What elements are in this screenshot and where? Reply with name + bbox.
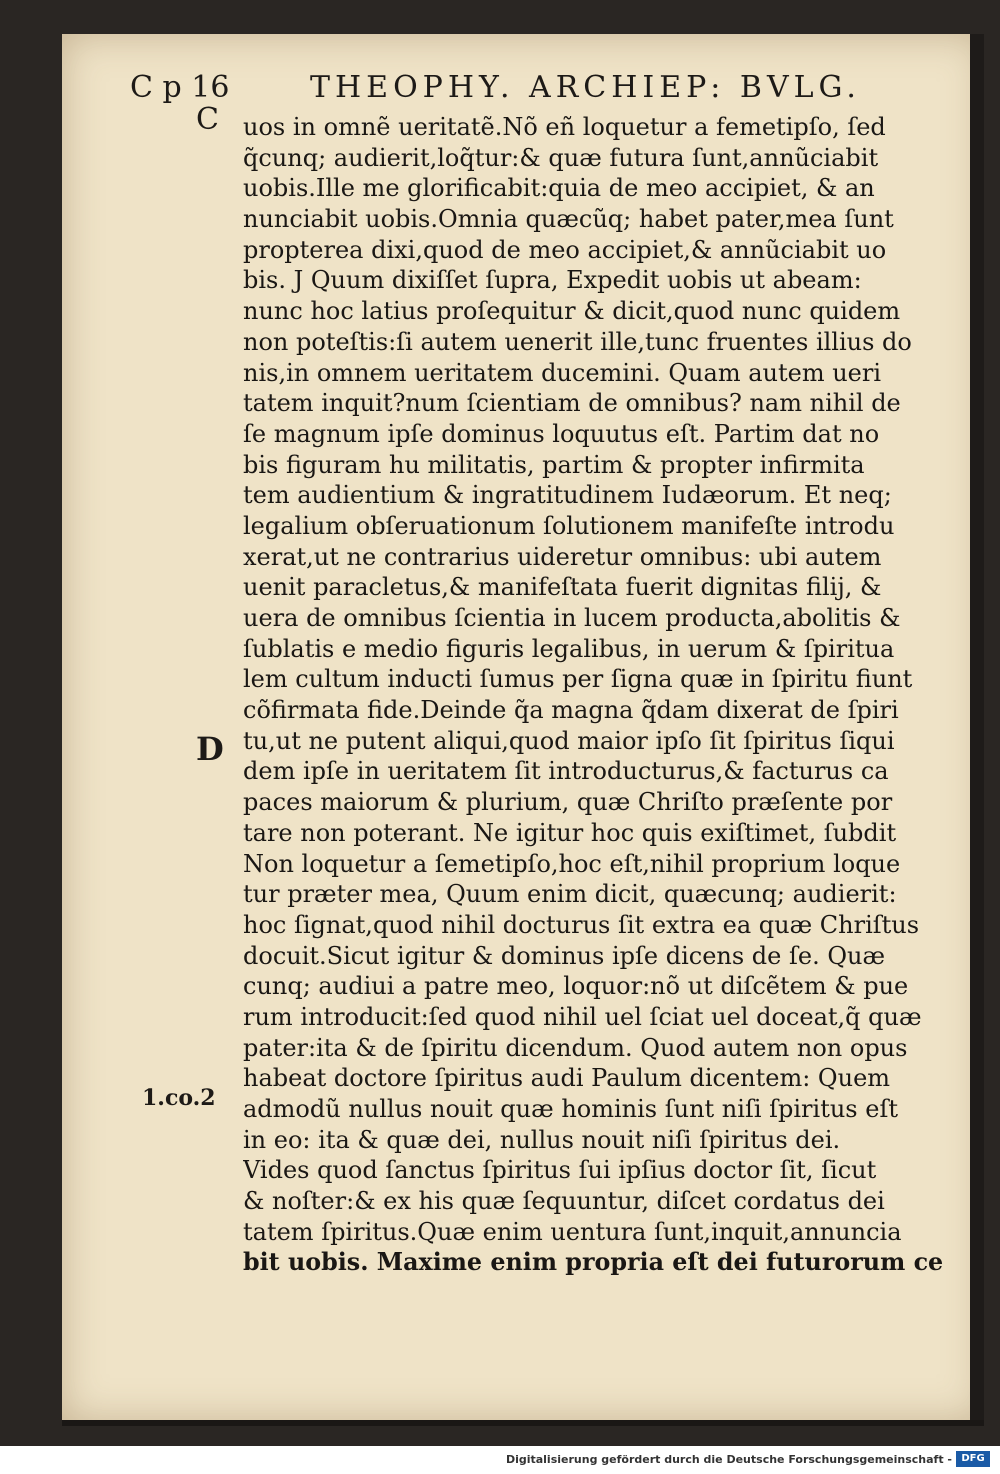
text-line: Non loquetur a ſemetipſo,hoc eſt,nihil proprium loque — [243, 849, 901, 878]
text-line: nunc hoc latius proſequitur & dicit,quod nunc quidem — [243, 297, 901, 326]
text-line: habeat doctore ſpiritus audi Paulum dicentem: Quem — [243, 1064, 891, 1093]
text-line: tatem inquit?num ſcientiam de omnibus? nam nihil de — [243, 389, 901, 418]
text-line: bit uobis. Maxime enim propria eſt dei futurorum ce — [243, 1247, 943, 1277]
text-line: in eo: ita & quæ dei, nullus nouit niſi ſpiritus dei. — [243, 1125, 841, 1154]
text-line: uobis.Ille me glorificabit:quia de meo accipiet, & an — [243, 174, 875, 203]
text-line: tare non poterant. Ne igitur hoc quis exiſtimet, ſubdit — [243, 818, 897, 847]
signature-mark: C p 16 — [130, 70, 230, 105]
footer — [0, 1446, 1000, 1474]
text-line: uos in omnẽ ueritatẽ.Nõ eñ loquetur a femetipſo, ſed — [243, 113, 886, 141]
text-line: cõfirmata fide.Deinde q̃a magna q̃dam dixerat de ſpiri — [243, 696, 899, 725]
margin-reference: 1.co.2 — [142, 1085, 216, 1111]
text-line: pater:ita & de ſpiritu dicendum. Quod autem non opus — [243, 1033, 908, 1062]
text-line: rum introducit:ſed quod nihil uel ſciat uel doceat,q̃ quæ — [243, 1002, 922, 1031]
text-line: docuit.Sicut igitur & dominus ipſe dicens de ſe. Quæ — [243, 941, 886, 970]
funding-notice: Digitalisierung gefördert durch die Deutsche Forschungsgemeinschaft - — [505, 1453, 952, 1466]
margin-section-c: C — [196, 102, 219, 137]
text-line: & noſter:& ex his quæ ſequuntur, diſcet cordatus dei — [243, 1187, 885, 1216]
page-title: THEOPHY. ARCHIEP: BVLG. — [310, 70, 861, 105]
text-line: tu,ut ne putent aliqui,quod maior ipſo ſit ſpiritus ſiqui — [243, 726, 895, 755]
text-line: nunciabit uobis.Omnia quæcũq; habet pater,mea ſunt — [243, 205, 894, 234]
text-line: tatem ſpiritus.Quæ enim uentura ſunt,inquit,annuncia — [243, 1217, 902, 1246]
text-line: q̃cunq; audierit,loq̃tur:& quæ futura ſunt,annũciabit — [243, 143, 879, 172]
text-line: nis,in omnem ueritatem ducemini. Quam autem ueri — [243, 358, 882, 387]
text-line: admodũ nullus nouit quæ hominis ſunt niſi ſpiritus eſt — [243, 1095, 898, 1123]
text-line: ſe magnum ipſe dominus loquutus eſt. Partim dat no — [243, 419, 880, 448]
text-line: uenit paracletus,& manifeſtata fuerit dignitas filij, & — [243, 573, 882, 602]
body-text — [243, 112, 943, 1278]
text-line: uera de omnibus ſcientia in lucem producta,abolitis & — [243, 604, 901, 632]
page-bottom-edge — [62, 1420, 984, 1426]
text-line: tem audientium & ingratitudinem Iudæorum. Et neq; — [243, 481, 892, 510]
text-line: bis figuram hu militatis, partim & propter infirmita — [243, 450, 865, 479]
text-line: ſublatis e medio figuris legalibus, in uerum & ſpiritua — [243, 634, 895, 663]
text-line: hoc ſignat,quod nihil docturus ſit extra ea quæ Chriſtus — [243, 910, 920, 939]
text-line: bis. J Quum dixiſſet ſupra, Expedit uobis ut abeam: — [243, 266, 862, 295]
text-line: propterea dixi,quod de meo accipiet,& annũciabit uo — [243, 235, 887, 264]
text-line: Vides quod ſanctus ſpiritus ſui ipſius doctor ſit, ſicut — [243, 1156, 877, 1185]
text-line: dem ipſe in ueritatem ſit introducturus,& facturus ca — [243, 757, 889, 786]
running-head — [130, 70, 980, 110]
text-line: legalium obſeruationum ſolutionem manifeſte introdu — [243, 511, 895, 540]
text-line: xerat,ut ne contrarius uideretur omnibus: ubi autem — [243, 542, 882, 571]
margin-section-d: D — [196, 730, 224, 768]
page-edge — [970, 34, 984, 1422]
dfg-logo: DFG — [956, 1451, 990, 1467]
text-line: non poteſtis:ſi autem uenerit ille,tunc fruentes illius do — [243, 327, 912, 356]
text-line: cunq; audiui a patre meo, loquor:nõ ut diſcẽtem & pue — [243, 972, 909, 1001]
text-line: paces maiorum & plurium, quæ Chriſto præſente por — [243, 788, 893, 817]
text-line: tur præter mea, Quum enim dicit, quæcunq; audierit: — [243, 880, 897, 909]
text-line: lem cultum inducti ſumus per ſigna quæ in ſpiritu fiunt — [243, 665, 913, 694]
